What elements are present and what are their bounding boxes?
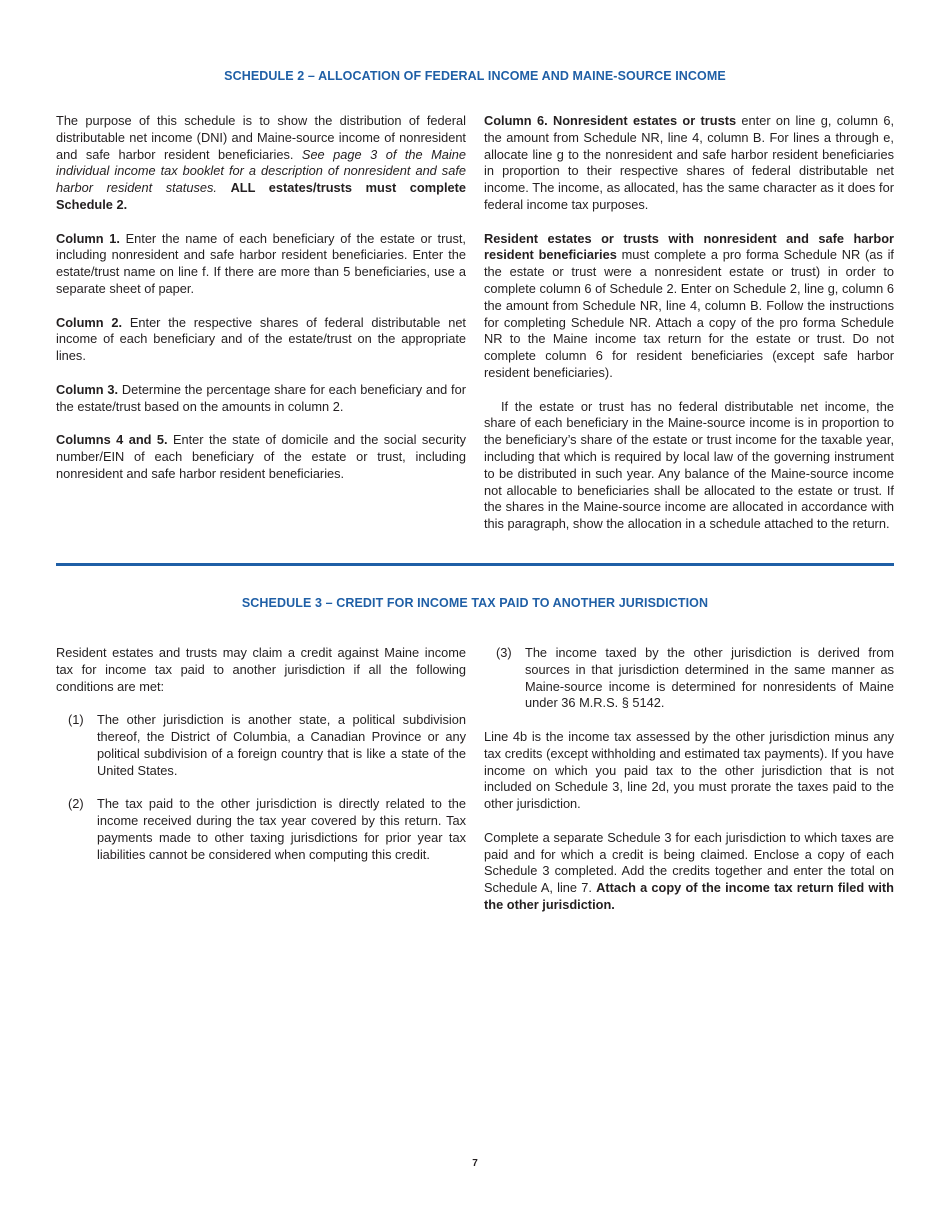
- condition-item: [56, 712, 466, 779]
- schedule-2-intro: The purpose of this schedule is to show the distribution of federal distributable net income (DNI) and Maine-source income of nonresident and safe harbor resident beneficiaries. See page 3 of the Maine individual income tax booklet for a description of nonresident and safe harbor resident statuses. ALL estates/trusts must complete Schedule 2.: [56, 113, 467, 212]
- column-3-instruction: Column 3. Determine the percentage share for each beneficiary and for the estate/trust based on the amounts in column 2.: [56, 381, 466, 414]
- condition-item: [484, 645, 894, 712]
- schedule-2-left-column: [56, 113, 466, 483]
- condition-text: The tax paid to the other jurisdiction is directly related to the income received during the tax year covered by this return. Tax payments made to other taxing jurisdictions for prior year tax liabilities cannot be considered when computing this credit.: [97, 796, 466, 862]
- schedule-3-heading: SCHEDULE 3 – CREDIT FOR INCOME TAX PAID TO ANOTHER JURISDICTION: [241, 596, 709, 610]
- no-dni-instruction: If the estate or trust has no federal distributable net income, the share of each beneficiary in the Maine-source income is in proportion to the beneficiary’s share of the estate or trust income for the taxable year, including that which is required by local law of the governing instrument to be distributed in such year. Any balance of the Maine-source income not allocable to beneficiaries shall be allocated to the estate or trust. If the shares in the Maine-source income are allocated in accordance with this paragraph, show the allocation in a schedule attached to the return.: [484, 398, 894, 532]
- resident-estates-instruction: Resident estates or trusts with nonresident and safe harbor resident beneficiaries must complete a pro forma Schedule NR (as if the estate or trust were a nonresident estate or trust) in order to complete column 6 of Schedule 2. Enter on Schedule 2, line g, column 6 the amount from Schedule NR, line 4, column B. Follow the instructions for completing Schedule NR. Attach a copy of the pro forma Schedule NR to the Maine income tax return for the estate or trust. Do not complete column 6 for resident beneficiaries (except safe harbor resident beneficiaries).: [484, 230, 894, 380]
- line-4b-instruction: Line 4b is the income tax assessed by the other jurisdiction minus any tax credits (except withholding and estimated tax payments). If you have income on which you paid tax to the other jurisdiction that is not included on Schedule 3, line 2d, you must prorate the taxes paid to the other jurisdiction.: [484, 728, 894, 812]
- schedule-3-left-column: [56, 645, 466, 880]
- separate-schedule-instruction: Complete a separate Schedule 3 for each jurisdiction to which taxes are paid and for which a credit is being claimed. Enclose a copy of each Schedule 3 completed. Add the credits together and enter the total on Schedule A, line 7. Attach a copy of the income tax return filed with the other jurisdiction.: [484, 829, 894, 912]
- page-number: 7: [472, 1158, 478, 1169]
- schedule-3-intro: Resident estates and trusts may claim a credit against Maine income tax for income tax paid to another jurisdiction if all the following conditions are met:: [56, 645, 466, 694]
- condition-number: (3): [496, 645, 512, 660]
- section-divider: [56, 563, 894, 566]
- schedule-2-heading: SCHEDULE 2 – ALLOCATION OF FEDERAL INCOME AND MAINE-SOURCE INCOME: [224, 69, 726, 83]
- column-2-instruction: Column 2. Enter the respective shares of federal distributable net income of each beneficiary and of the estate/trust on the appropriate lines.: [56, 314, 466, 364]
- schedule-2-right-column: [484, 113, 894, 533]
- columns-4-5-instruction: Columns 4 and 5. Enter the state of domicile and the social security number/EIN of each beneficiary of the estate or trust, including nonresident and safe harbor resident beneficiaries.: [56, 432, 466, 481]
- condition-item: [56, 796, 466, 863]
- condition-text: The income taxed by the other jurisdiction is derived from sources in that jurisdiction determined in the same manner as Maine-source income is determined for nonresidents of Maine under 36 M.R.S. § 5142.: [525, 645, 894, 711]
- column-1-instruction: Column 1. Enter the name of each beneficiary of the estate or trust, including nonresident and safe harbor resident beneficiaries. Enter the estate/trust name on line f. If there are more than 5 beneficiaries, use a separate sheet of paper.: [56, 230, 466, 296]
- schedule-3-right-column: [484, 645, 894, 914]
- condition-number: (1): [68, 712, 84, 728]
- column-6-instruction: Column 6. Nonresident estates or trusts enter on line g, column 6, the amount from Schedule NR, line 4, column B. For lines a through e, allocate line g to the nonresident and safe harbor resident beneficiaries in proportion to their respective shares of federal distributable net income. The income, as allocated, has the same character as it does for federal income tax purposes.: [484, 113, 894, 212]
- condition-text: The other jurisdiction is another state, a political subdivision thereof, the District of Columbia, a Canadian Province or any political subdivision of a foreign country that is like a state of the United States.: [97, 712, 466, 778]
- condition-number: (2): [68, 796, 84, 812]
